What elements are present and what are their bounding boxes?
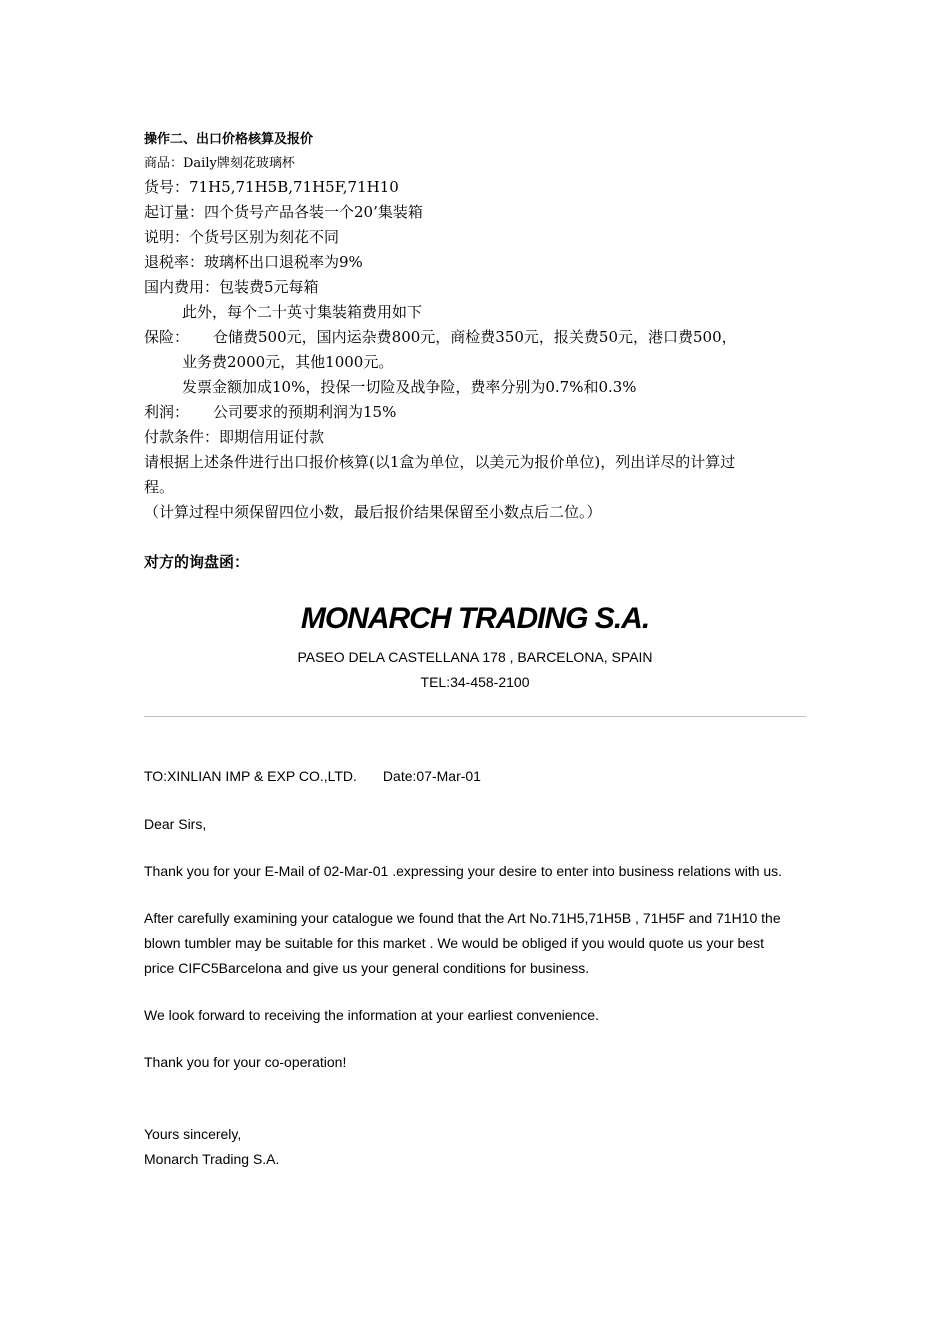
paragraph-2-line-3: price CIFC5Barcelona and give us your general conditions for business. xyxy=(144,960,590,976)
payment-line: 付款条件：即期信用证付款 xyxy=(144,428,325,446)
profit-row xyxy=(144,401,396,422)
insurance-line-2: 业务费2000元，其他1000元。 xyxy=(182,353,394,371)
header-divider xyxy=(144,716,806,717)
moq-line: 起订量：四个货号产品各装一个20’集装箱 xyxy=(144,203,423,221)
insurance-line-1: 仓储费500元，国内运杂费800元，商检费350元，报关费50元，港口费500， xyxy=(213,328,737,346)
letter-date: Date:07-Mar-01 xyxy=(382,768,481,784)
paragraph-4: Thank you for your co-operation! xyxy=(144,1054,347,1070)
rebate-line: 退税率：玻璃杯出口退税率为9% xyxy=(144,253,363,271)
company-name: MONARCH TRADING S.A. xyxy=(300,602,650,635)
profit-label: 利润： xyxy=(144,403,190,421)
signature: Monarch Trading S.A. xyxy=(144,1151,280,1167)
request-note: （计算过程中须保留四位小数，最后报价结果保留至小数点后二位。） xyxy=(144,503,602,521)
product-line: 商品：Daily牌刻花玻璃杯 xyxy=(144,156,295,171)
paragraph-1: Thank you for your E-Mail of 02-Mar-01 .expressing your desire to enter into business relations with us. xyxy=(144,863,783,879)
profit-value: 公司要求的预期利润为15% xyxy=(213,403,397,421)
paragraph-2-line-1: After carefully examining your catalogue we found that the Art No.71H5,71H5B , 71H5F and 71H10 the xyxy=(144,910,781,926)
paragraph-3: We look forward to receiving the information at your earliest convenience. xyxy=(144,1007,599,1023)
request-line-1: 请根据上述条件进行出口报价核算(以1盒为单位，以美元为报价单位)，列出详尽的计算过 xyxy=(144,453,736,471)
salutation: Dear Sirs, xyxy=(144,816,207,832)
company-tel: TEL:34-458-2100 xyxy=(420,674,530,690)
container-cost-intro: 此外，每个二十英寸集装箱费用如下 xyxy=(182,303,423,321)
company-address: PASEO DELA CASTELLANA 178 , BARCELONA, SPAIN xyxy=(297,649,653,665)
insurance-line-3: 发票金额加成10%，投保一切险及战争险，费率分别为0.7%和0.3% xyxy=(182,378,637,396)
closing: Yours sincerely, xyxy=(144,1126,242,1142)
insurance-row xyxy=(144,326,737,347)
request-line-2: 程。 xyxy=(144,478,175,496)
recipient-row xyxy=(144,768,481,784)
recipient: TO:XINLIAN IMP & EXP CO.,LTD. xyxy=(144,768,357,784)
insurance-label: 保险： xyxy=(144,328,190,346)
inquiry-heading: 对方的询盘函： xyxy=(144,553,250,571)
paragraph-2-line-2: blown tumbler may be suitable for this market . We would be obliged if you would quote us your best xyxy=(144,935,764,951)
note-line: 说明：个货号区别为刻花不同 xyxy=(144,228,340,246)
section-title: 操作二、出口价格核算及报价 xyxy=(144,132,314,147)
art-no-line: 货号：71H5,71H5B,71H5F,71H10 xyxy=(144,178,399,196)
domestic-cost-line: 国内费用：包装费5元每箱 xyxy=(144,278,319,296)
